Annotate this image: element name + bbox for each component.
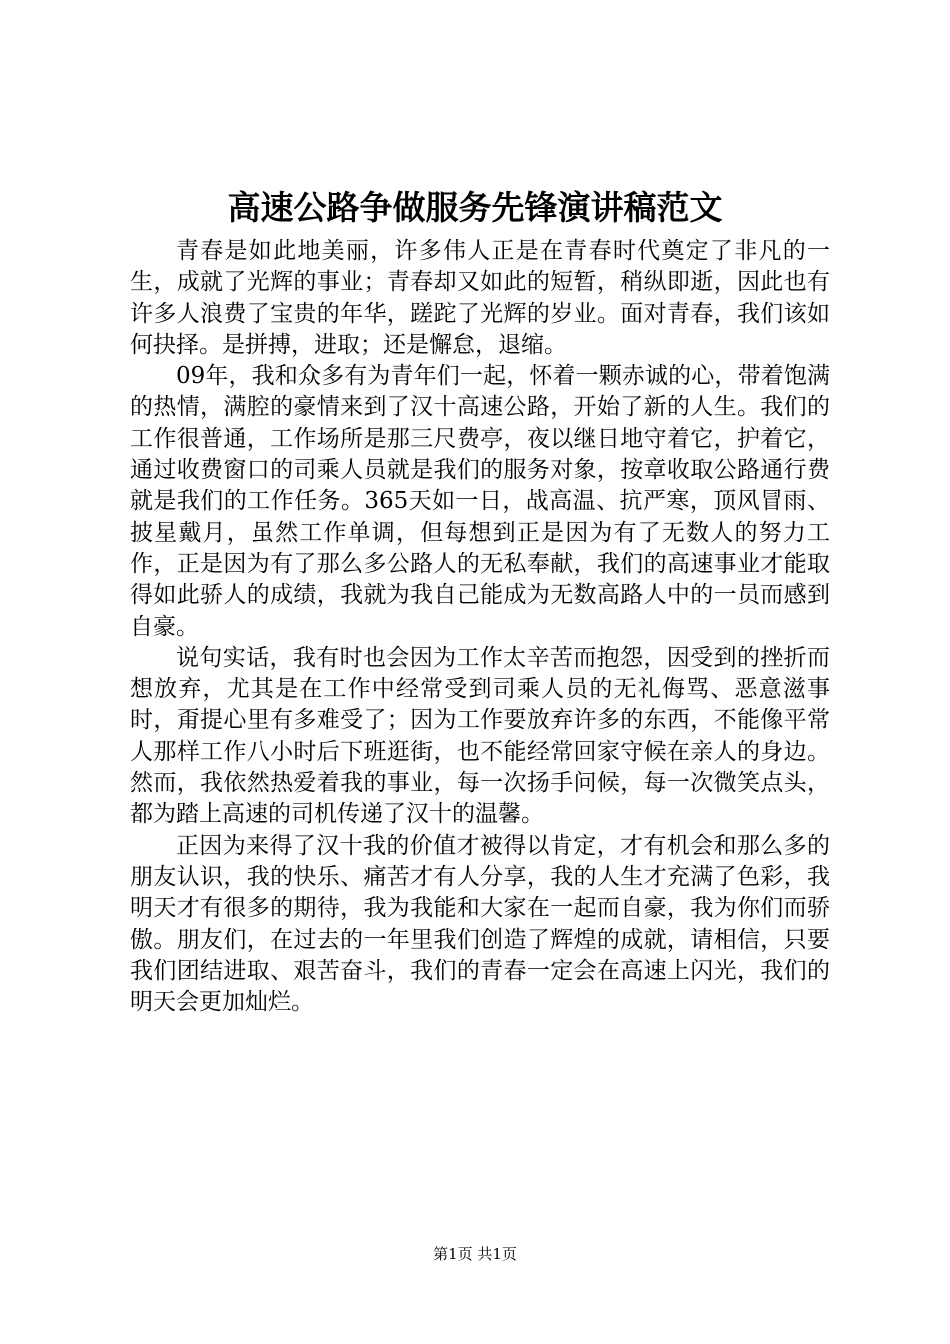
paragraph-1: 青春是如此地美丽，许多伟人正是在青春时代奠定了非凡的一生，成就了光辉的事业；青春却又如此的短暂，稍纵即逝，因此也有许多人浪费了宝贵的年华，蹉跎了光辉的岁业。面对青春，我们该如何抉择。是拼搏，进取；还是懈怠，退缩。: [130, 238, 830, 358]
paragraph-4: 正因为来得了汉十我的价值才被得以肯定，才有机会和那么多的朋友认识，我的快乐、痛苦才有人分享，我的人生才充满了色彩，我明天才有很多的期待，我为我能和大家在一起而自豪，我为你们而骄傲。朋友们，在过去的一年里我们创造了辉煌的成就，请相信，只要我们团结进取、艰苦奋斗，我们的青春一定会在高速上闪光，我们的明天会更加灿烂。: [130, 832, 830, 1016]
paragraph-2: 09年，我和众多有为青年们一起，怀着一颗赤诚的心，带着饱满的热情，满腔的豪情来到了汉十高速公路，开始了新的人生。我们的工作很普通，工作场所是那三尺费亭，夜以继日地守着它，护着它，通过收费窗口的司乘人员就是我们的服务对象，按章收取公路通行费就是我们的工作任务。365天如一日，战高温、抗严寒，顶风冒雨、披星戴月，虽然工作单调，但每想到正是因为有了无数人的努力工作，正是因为有了那么多公路人的无私奉献，我们的高速事业才能取得如此骄人的成绩，我就为我自己能成为无数高路人中的一员而感到自豪。: [130, 363, 830, 640]
paragraph-3: 说句实话，我有时也会因为工作太辛苦而抱怨，因受到的挫折而想放弃，尤其是在工作中经常受到司乘人员的无礼侮骂、恶意滋事时，甭提心里有多难受了；因为工作要放弃许多的东西，不能像平常人那样工作八小时后下班逛街，也不能经常回家守候在亲人的身边。然而，我依然热爱着我的事业，每一次扬手问候，每一次微笑点头，都为踏上高速的司机传递了汉十的温馨。: [130, 644, 830, 828]
document-body: [130, 236, 830, 1018]
page-footer: 第1页 共1页: [433, 1245, 517, 1263]
document-title: 高速公路争做服务先锋演讲稿范文: [227, 188, 723, 227]
